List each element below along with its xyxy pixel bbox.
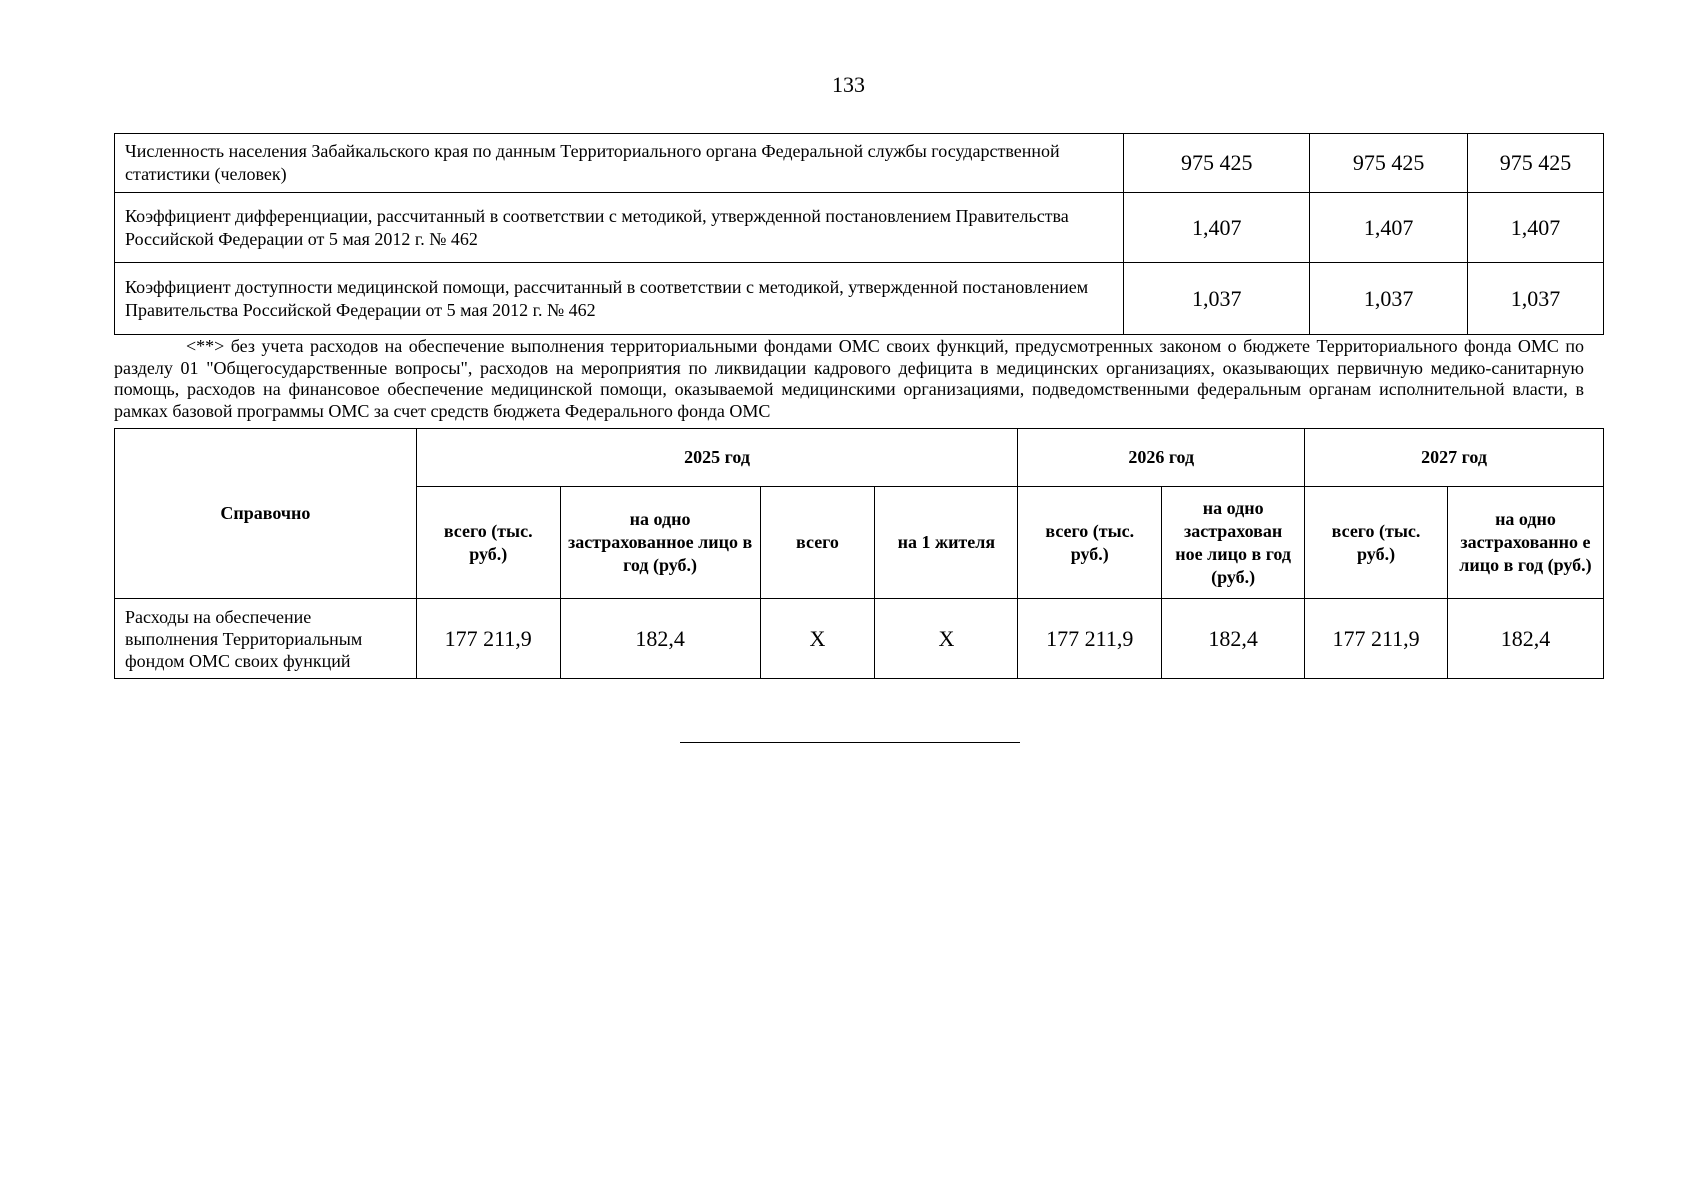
cell-value: 182,4 xyxy=(560,599,760,679)
indicator-value: 1,407 xyxy=(1124,193,1310,263)
cell-value: 177 211,9 xyxy=(1018,599,1162,679)
column-header: на 1 жителя xyxy=(875,487,1018,599)
column-header: на одно застрахованное лицо в год (руб.) xyxy=(560,487,760,599)
page-number: 133 xyxy=(832,72,865,97)
indicator-value: 1,037 xyxy=(1310,263,1468,335)
year-header-2025: 2025 год xyxy=(416,429,1018,487)
table-row xyxy=(115,263,1604,335)
indicator-value: 1,037 xyxy=(1124,263,1310,335)
cell-value: 182,4 xyxy=(1447,599,1603,679)
year-header-2027: 2027 год xyxy=(1305,429,1604,487)
end-separator-line xyxy=(680,742,1020,743)
indicator-value: 975 425 xyxy=(1468,134,1604,193)
indicator-value: 1,037 xyxy=(1468,263,1604,335)
header-row xyxy=(115,429,1604,487)
indicator-value: 1,407 xyxy=(1310,193,1468,263)
indicator-label: Численность населения Забайкальского края по данным Территориального органа Федеральной службы государственной статистики (человек) xyxy=(115,134,1124,193)
column-header: на одно застрахован ное лицо в год (руб.) xyxy=(1162,487,1305,599)
indicator-value: 975 425 xyxy=(1124,134,1310,193)
indicator-value: 1,407 xyxy=(1468,193,1604,263)
table-row xyxy=(115,193,1604,263)
column-header: всего xyxy=(760,487,875,599)
indicator-value: 975 425 xyxy=(1310,134,1468,193)
column-header: всего (тыс. руб.) xyxy=(1018,487,1162,599)
table-row xyxy=(115,134,1604,193)
corner-label: Справочно xyxy=(115,429,417,599)
cell-value: 177 211,9 xyxy=(416,599,560,679)
column-header: всего (тыс. руб.) xyxy=(1305,487,1448,599)
table-row xyxy=(115,599,1604,679)
reference-table xyxy=(114,428,1604,679)
year-header-2026: 2026 год xyxy=(1018,429,1305,487)
column-header: на одно застрахованно е лицо в год (руб.) xyxy=(1447,487,1603,599)
cell-value: X xyxy=(760,599,875,679)
indicator-label: Коэффициент доступности медицинской помощи, рассчитанный в соответствии с методикой, утвержденной постановлением Правительства Российской Федерации от 5 мая 2012 г. № 462 xyxy=(115,263,1124,335)
footnote: <**> без учета расходов на обеспечение выполнения территориальными фондами ОМС своих функций, предусмотренных законом о бюджете Территориального фонда ОМС по разделу 01 "Общегосударственные вопросы", расходов на мероприятия по ликвидации кадрового дефицита в медицинских организациях, оказывающих первичную медико-санитарную помощь, расходов на финансовое обеспечение медицинской помощи, оказываемой медицинскими организациями, подведомственными федеральным органам исполнительной власти, в рамках базовой программы ОМС за счет средств бюджета Федерального фонда ОМС xyxy=(114,336,1584,421)
indicator-label: Коэффициент дифференциации, рассчитанный в соответствии с методикой, утвержденной постановлением Правительства Российской Федерации от 5 мая 2012 г. № 462 xyxy=(115,193,1124,263)
row-label: Расходы на обеспечение выполнения Территориальным фондом ОМС своих функций xyxy=(115,599,417,679)
cell-value: X xyxy=(875,599,1018,679)
cell-value: 182,4 xyxy=(1162,599,1305,679)
indicators-table xyxy=(114,133,1604,335)
cell-value: 177 211,9 xyxy=(1305,599,1448,679)
column-header: всего (тыс. руб.) xyxy=(416,487,560,599)
